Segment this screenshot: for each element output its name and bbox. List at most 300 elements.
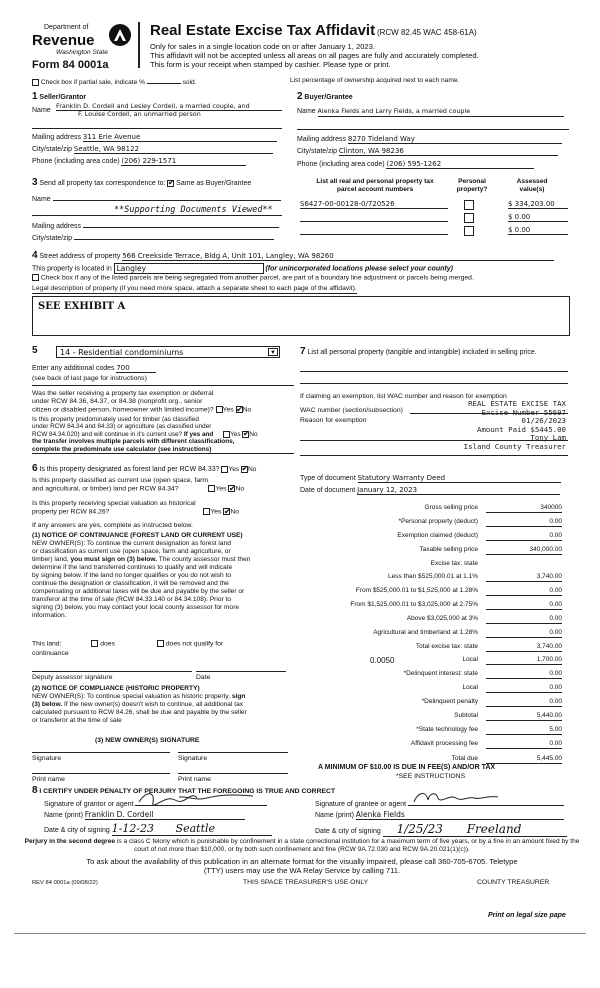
section3-name-row <box>32 194 282 204</box>
form-number: Form 84 0001a <box>32 59 109 71</box>
notice-compliance-line: If the new owner(s) doesn't wish to continue, all additional tax <box>64 701 244 709</box>
new-owner-signature-title: (3) NEW OWNER(S) SIGNATURE <box>95 737 200 744</box>
timber-question-c: RCW 84.34.020) and will continue in it's current use? <box>32 430 183 438</box>
buyer-heading-label: Buyer/Grantee <box>304 94 353 101</box>
tier-3-row <box>300 601 562 611</box>
new-owner-print-line-1[interactable] <box>32 768 170 774</box>
affidavit-fee-field[interactable]: 0.00 <box>486 740 562 749</box>
street-address-field[interactable]: 566 Creekside Terrace, Bldg A, Unit 101, Langley, WA 98260 <box>122 252 554 261</box>
section5-divider <box>32 385 294 386</box>
assessed-value-field[interactable]: $ 0.00 <box>508 213 568 222</box>
stamp-line: REAL ESTATE EXCISE TAX <box>468 399 566 408</box>
dropdown-arrow-icon[interactable]: ▼ <box>268 348 278 356</box>
exemption-question-a: Was the seller receiving a property tax exemption or deferral <box>32 390 214 397</box>
exemption-no-checkbox[interactable] <box>236 406 243 413</box>
new-owner-signature-line-2[interactable] <box>178 747 288 753</box>
does-label: does <box>100 640 115 648</box>
personal-property-checkbox[interactable] <box>464 200 474 210</box>
print-name-label-1: Print name <box>32 776 65 783</box>
parcel-number-field[interactable] <box>300 213 448 222</box>
historic-no-checkbox[interactable] <box>223 508 230 515</box>
stamp-line: 01/26/2023 <box>521 416 566 426</box>
section3-name-label: Name <box>32 196 51 203</box>
same-as-buyer-checkbox[interactable] <box>167 180 174 187</box>
grantor-signature-mark <box>135 788 267 806</box>
historic-yes-checkbox[interactable] <box>203 508 210 515</box>
use-code-select[interactable] <box>56 346 280 358</box>
section3-city-label: City/state/zip <box>32 235 73 242</box>
does-qualify-checkbox[interactable] <box>91 640 98 647</box>
section4-heading-no: 4 <box>32 250 38 261</box>
calc-label: *Delinquent interest: state <box>403 670 478 677</box>
stamp-line: Amount Paid $5445.00 <box>477 424 566 434</box>
seller-name-label: Name <box>32 107 51 114</box>
grantor-date-value: 1-12-23 <box>111 822 155 835</box>
notice-continuance-line: timber) land, <box>32 556 69 564</box>
taxable-selling-price-row <box>300 546 562 556</box>
tier-4-field[interactable]: 0.00 <box>486 615 562 624</box>
calc-label: Taxable selling price <box>419 546 478 553</box>
buyer-mail-field[interactable]: 8270 Tideland Way <box>348 135 562 144</box>
yes-label: Yes <box>222 406 234 414</box>
does-not-qualify-checkbox[interactable] <box>157 640 164 647</box>
seller-mail-field[interactable]: 311 Erie Avenue <box>83 133 277 142</box>
current-use-question-b: and agricultural, or timber) land per RCW 84.34? <box>32 485 179 493</box>
parcels-col3-header-a: Assessed <box>516 178 548 185</box>
total-due-field[interactable]: 5,445.00 <box>486 755 562 764</box>
assessed-value-field[interactable]: $ 334,203.00 <box>508 200 568 209</box>
timber-question <box>32 416 294 454</box>
additional-codes-field[interactable]: 700 <box>116 364 156 373</box>
calc-label: Excise tax: state <box>430 560 478 567</box>
taxable-selling-price-field[interactable]: 340,000.00 <box>486 546 562 555</box>
forest-no-checkbox[interactable] <box>241 466 248 473</box>
personal-property-line-1[interactable] <box>300 371 568 372</box>
excise-receipt-stamp <box>420 400 566 451</box>
subtotal-row <box>300 712 562 722</box>
street-address-row <box>32 250 572 262</box>
notice-continuance-line: compensating or additional taxes will be due and payable by the seller or <box>32 588 245 596</box>
seller-mail-row <box>32 133 282 142</box>
notice-continuance-line: determine if the land transferred continues to qualify and will indicate <box>32 564 233 572</box>
grantor-name-row <box>44 810 294 820</box>
calc-label: Local <box>462 684 478 691</box>
delinquent-interest-state-row <box>300 670 562 680</box>
tier-4-row <box>300 615 562 625</box>
deputy-signature-line[interactable] <box>32 664 192 672</box>
partial-sale-percent-field[interactable] <box>147 77 181 84</box>
parcel-row <box>300 200 568 212</box>
revenue-emblem-icon <box>108 23 132 47</box>
perjury-notice <box>22 838 582 853</box>
parcels-col1-header <box>300 178 450 194</box>
seller-phone-label: Phone (including area code) <box>32 158 120 165</box>
forest-land-question-text: Is this property designated as forest land per RCW 84.33? <box>39 466 220 473</box>
historic-question <box>32 500 294 517</box>
continuance-label: continuance <box>32 650 69 657</box>
deputy-date-label: Date <box>196 674 211 681</box>
personal-property-deduct-row <box>300 518 562 528</box>
seller-city-row <box>32 145 282 154</box>
buyer-blank-line <box>297 129 569 130</box>
revenue-text: Revenue <box>32 32 95 49</box>
new-owner-signature-line-1[interactable] <box>32 747 170 753</box>
section3-name-field[interactable] <box>53 194 281 201</box>
calc-label: From $525,000.01 to $1,525,000 at 1.28% <box>355 587 478 594</box>
stamp-line: Excise Number 55697 <box>481 407 566 417</box>
see-instructions-note: *SEE INSTRUCTIONS <box>396 773 466 780</box>
historic-question-b: property per RCW 84.26? <box>32 508 110 516</box>
local-tax-field[interactable]: 1,700.00 <box>486 656 562 665</box>
header-line-2: This affidavit will not be accepted unless all areas on all pages are fully and accurately completed. <box>150 51 479 61</box>
parcel-row <box>300 226 568 238</box>
exemption-yes-checkbox[interactable] <box>216 406 223 413</box>
deputy-signature-label: Deputy assessor signature <box>32 674 113 681</box>
doc-type-row <box>300 474 570 483</box>
buyer-mail-label: Mailing address <box>297 136 347 143</box>
grantee-name-row <box>315 810 575 820</box>
parcels-col3-header-b: value(s) <box>519 185 545 193</box>
section7-heading <box>300 346 570 358</box>
grantor-signature-field[interactable] <box>135 796 267 806</box>
seller-heading-label: Seller/Grantor <box>39 94 87 101</box>
use-code-value: 14 - Residential condominiums <box>60 348 184 357</box>
grantor-date-field[interactable] <box>112 822 272 836</box>
technology-fee-field[interactable]: 5.00 <box>486 726 562 735</box>
doc-type-field[interactable]: Statutory Warranty Deed <box>358 474 561 483</box>
personal-property-checkbox[interactable] <box>464 226 474 236</box>
exemption-question-c-row <box>32 406 294 414</box>
stamp-line: Tony Lam <box>530 433 566 443</box>
grantee-date-value: 1/25/23 <box>396 822 443 836</box>
buyer-phone-field[interactable]: (206) 595-1262 <box>386 160 534 169</box>
timber-question-a: Is this property predominately used for timber (as classified <box>32 416 199 423</box>
buyer-heading <box>297 91 353 103</box>
current-use-question-a: Is this property classified as current use (open space, farm <box>32 477 209 484</box>
notice-continuance-line: NEW OWNER(S): To continue the current designation as forest land <box>32 540 231 548</box>
grantor-signature-row <box>44 796 294 809</box>
grantor-name-field[interactable]: Franklin D. Cordell <box>85 810 245 820</box>
section5-heading-no: 5 <box>32 345 38 356</box>
notice-continuance-line: The county assessor must then <box>158 556 251 564</box>
calc-label: Subtotal <box>454 712 478 719</box>
form-title: Real Estate Excise Tax Affidavit <box>150 22 376 39</box>
tier-1-field[interactable]: 3,740.00 <box>486 573 562 582</box>
supporting-documents-viewed: **Supporting Documents Viewed** <box>114 205 273 215</box>
dept-of-text: Department of <box>44 24 89 31</box>
form-rcw: (RCW 82.45 WAC 458-61A) <box>376 28 477 37</box>
parcels-col2-header-b: property? <box>456 185 488 193</box>
yes-label: Yes <box>228 466 240 473</box>
accessibility-notice <box>22 857 582 875</box>
timber-question-d: If yes and <box>183 430 214 438</box>
gross-selling-price-row <box>300 504 562 514</box>
grantee-date-label: Date & city of signing <box>315 828 381 835</box>
section3-supporting-line <box>32 205 282 216</box>
subtotal-field[interactable]: 5,440.00 <box>486 712 562 721</box>
print-legal-size-note: Print on legal size pape <box>488 912 566 919</box>
exemption-deduct-row <box>300 532 562 542</box>
section7-heading-label: List all personal property (tangible and intangible) included in selling price. <box>307 349 537 356</box>
see-back-note: (see back of last page for instructions) <box>32 375 147 382</box>
notice-continuance-title: (1) NOTICE OF CONTINUANCE (FOREST LAND OR CURRENT USE) <box>32 532 243 539</box>
buyer-name-label: Name <box>297 108 316 115</box>
buyer-city-row <box>297 147 569 156</box>
parcel-row <box>300 213 568 225</box>
yes-label: Yes <box>210 508 222 516</box>
section3-city-field[interactable] <box>74 233 274 240</box>
section8-heading-no: 8 <box>32 785 38 796</box>
section3-mail-row <box>32 221 282 231</box>
notice-continuance-line: transferor at the time of sale (RCW 84.33.140 or 84.34.108). Prior to <box>32 596 232 604</box>
agricultural-field[interactable]: 0.00 <box>486 629 562 638</box>
seller-phone-row <box>32 157 282 166</box>
does-not-qualify-label: does not qualify for <box>165 640 224 648</box>
calc-label: Gross selling price <box>424 504 478 511</box>
seller-phone-field[interactable]: (206) 229-1571 <box>121 157 246 166</box>
parcel-number-field[interactable]: S6427-00-00128-0/720526 <box>300 200 448 209</box>
header-line-1: Only for sales in a single location code on or after January 1, 2023. <box>150 42 375 51</box>
delinquent-penalty-field[interactable]: 0.00 <box>486 698 562 707</box>
notice-continuance-line: continue the designation or classification, it will be removed and the <box>32 580 229 588</box>
no-label: No <box>235 485 245 493</box>
forest-yes-checkbox[interactable] <box>221 466 228 473</box>
timber-question-e: the transfer involves multiple parcels with different classifications, <box>32 438 235 446</box>
section3-heading-no: 3 <box>32 177 38 188</box>
notice-compliance-bold: (3) below. <box>32 701 63 709</box>
seller-name-line-2: F. Louise Cordell, an unmarried person <box>78 110 201 119</box>
calc-label: *State technology fee <box>416 726 478 733</box>
calc-label: Above $3,025,000 at 3% <box>406 615 478 622</box>
section3-mail-label: Mailing address <box>32 223 82 230</box>
notice-continuance-line: by signing below. If the land no longer qualifies or you do not wish to <box>32 572 232 580</box>
calc-label: *Delinquent penalty <box>421 698 478 705</box>
grantor-date-label: Date & city of signing <box>44 827 110 834</box>
parcels-col1-header-a: List all real and personal property tax <box>316 178 434 185</box>
section7-heading-no: 7 <box>300 346 306 357</box>
same-as-buyer-label: Same as Buyer/Grantee <box>176 180 252 187</box>
located-in-row <box>32 263 572 274</box>
grantee-signature-field[interactable] <box>408 796 564 806</box>
doc-date-field[interactable]: January 12, 2023 <box>357 486 560 495</box>
accessibility-line-1: To ask about the availability of this publication in an alternate format for the visually impaired, please call 360-705-6705. Teletype <box>86 857 518 866</box>
parcels-col2-header <box>450 178 494 194</box>
notice-compliance-title: (2) NOTICE OF COMPLIANCE (HISTORIC PROPERTY) <box>32 685 200 692</box>
grantor-signature-label: Signature of grantor or agent <box>44 801 134 808</box>
exemption-question-c: citizen or disabled person, homeowner with limited income)? <box>32 406 214 414</box>
no-label: No <box>242 406 252 414</box>
certify-text: I CERTIFY UNDER PENALTY OF PERJURY THAT THE FOREGOING IS TRUE AND CORRECT <box>39 788 336 795</box>
exemption-claim-label: If claiming an exemption, list WAC number and reason for exemption <box>300 393 507 400</box>
perjury-text: is a class C felony which is punishable by confinement in a state correctional institution for a maximum term of five years, or by a fine in an amount fixed by the court of not more than $10,000, or by both such confinement and fine (RCW 9A.72.030 and RCW 9A.20.021(1)(c)). <box>115 838 580 853</box>
grantee-signature-row <box>315 796 575 809</box>
located-in-select[interactable]: Langley <box>114 263 264 274</box>
exemption-reason-line-2[interactable] <box>300 455 568 456</box>
doc-date-label: Date of document <box>300 487 356 494</box>
county-treasurer-label: COUNTY TREASURER <box>477 879 550 886</box>
grantee-signature-mark <box>408 788 564 806</box>
parcels-col1-header-b: parcel account numbers <box>336 185 414 193</box>
new-owner-print-line-2[interactable] <box>178 768 288 774</box>
exemption-deduct-field[interactable]: 0.00 <box>486 532 562 541</box>
timber-yes-checkbox[interactable] <box>223 431 230 438</box>
signature-label-1: Signature <box>32 755 62 762</box>
section3-heading <box>32 177 251 189</box>
buyer-phone-row <box>297 160 569 169</box>
this-land-label: This land: <box>32 640 62 648</box>
stamp-line: Island County Treasurer <box>463 441 566 451</box>
signature-label-2: Signature <box>178 755 208 762</box>
parcels-col3-header <box>496 178 568 194</box>
notice-compliance-line: NEW OWNER(S): To continue special valuation as historic property, <box>32 693 231 701</box>
street-address-label: Street address of property <box>39 253 121 260</box>
notice-continuance-line: signing (3) below, you may contact your local county assessor for more <box>32 604 240 612</box>
perjury-bold: Perjury in the second degree <box>24 838 116 845</box>
buyer-city-field[interactable]: Clinton, WA 98236 <box>339 147 558 156</box>
timber-question-b: under RCW 84.34 and 84.33) or agriculture (as classified under <box>32 423 212 431</box>
buyer-city-label: City/state/zip <box>297 148 338 155</box>
accessibility-line-2: (TTY) users may use the WA Relay Service by calling 711. <box>203 866 401 876</box>
agricultural-row <box>300 629 562 639</box>
grantee-city-value: Freeland <box>466 822 522 836</box>
partial-sale-sold-label: sold. <box>182 79 197 86</box>
affidavit-fee-row <box>300 740 562 750</box>
additional-codes-label: Enter any additional codes <box>32 365 115 372</box>
seller-name-line-1: Franklin D. Cordell and Lesley Cordell, a married couple, and <box>56 103 282 111</box>
delinquent-interest-state-field[interactable]: 0.00 <box>486 670 562 679</box>
section3-mail-field[interactable] <box>83 221 279 228</box>
grantee-date-row <box>315 822 577 837</box>
timber-question-c-row <box>32 431 294 439</box>
exemption-question <box>32 390 294 415</box>
revision-number: REV 84 0001a (09/08/22) <box>32 880 98 886</box>
calc-label: Total excise tax: state <box>415 643 478 650</box>
washington-state-text: Washington State <box>56 49 108 56</box>
grantee-name-field[interactable]: Alenka Fields <box>356 810 564 820</box>
segregated-label: Check box if any of the listed parcels are being segregated from another parcel, are part of a boundary line adjustment or parcels being merged. <box>40 274 474 282</box>
timber-no-checkbox[interactable] <box>242 431 249 438</box>
seller-heading-no: 1 <box>32 91 38 102</box>
no-label: No <box>230 508 240 516</box>
notice-compliance-line: calculated pursuant to RCW 84.26, shall be due and payable by the seller <box>32 709 247 717</box>
located-in-note: (for unincorporated locations please select your county) <box>265 265 453 273</box>
header-divider <box>138 22 140 68</box>
total-state-row <box>300 643 562 653</box>
exemption-reason-label: Reason for exemption <box>300 417 367 424</box>
notice-continuance-line: information. <box>32 612 67 620</box>
tier-2-field[interactable]: 0.00 <box>486 587 562 596</box>
forest-land-question <box>32 463 294 475</box>
calc-label: *Personal property (deduct) <box>398 518 478 525</box>
bottom-rule <box>14 933 586 934</box>
calc-label: Total due <box>451 755 478 762</box>
additional-codes-row <box>32 364 156 373</box>
seller-city-field[interactable]: Seattle, WA 98122 <box>74 145 273 154</box>
calc-label: Affidavit processing fee <box>410 740 478 747</box>
form-title-block <box>150 22 570 69</box>
partial-sale-checkbox[interactable] <box>32 79 39 86</box>
assessed-value-field[interactable]: $ 0.00 <box>508 226 568 235</box>
personal-property-line-2[interactable] <box>300 383 568 384</box>
parcels-col2-header-a: Personal <box>458 178 486 185</box>
if-any-yes-note: If any answers are yes, complete as instructed below. <box>32 522 193 529</box>
grantor-city-value: Seattle <box>175 822 216 835</box>
buyer-name-field[interactable]: Alenka Fields and Larry Fields, a married couple <box>318 108 564 117</box>
grantee-signature-label: Signature of grantee or agent <box>315 801 407 808</box>
tier-2-row <box>300 587 562 597</box>
notice-compliance-bold: sign <box>231 693 246 701</box>
current-use-yes-checkbox[interactable] <box>208 485 215 492</box>
legal-description-box[interactable] <box>32 296 570 336</box>
print-name-label-2: Print name <box>178 776 211 783</box>
historic-question-a: Is this property receiving special valuation as historical <box>32 500 196 507</box>
total-state-field[interactable]: 3,740.00 <box>486 643 562 652</box>
current-use-no-checkbox[interactable] <box>228 485 235 492</box>
personal-property-deduct-field[interactable]: 0.00 <box>486 518 562 527</box>
calc-label: Local <box>462 656 478 663</box>
this-land-row <box>32 640 294 648</box>
grantor-name-label: Name (print) <box>44 812 83 819</box>
buyer-heading-no: 2 <box>297 91 303 102</box>
located-in-label: This property is located in <box>32 265 112 273</box>
segregated-row <box>32 274 577 282</box>
notice-compliance <box>32 685 294 725</box>
calc-label: Exemption claimed (deduct) <box>397 532 478 539</box>
delinquent-interest-local-row <box>300 684 562 694</box>
buyer-mail-row <box>297 135 569 144</box>
notice-continuance-bold: you must sign on (3) below. <box>70 556 158 564</box>
header-line-3: This form is your receipt when stamped by cashier. Please type or print. <box>150 60 391 70</box>
seller-name-field[interactable] <box>56 103 282 119</box>
notice-compliance-line: or transferor at the time of sale <box>32 717 122 725</box>
delinquent-penalty-row <box>300 698 562 708</box>
calc-label: Less than $525,000.01 at 1.1% <box>388 573 478 580</box>
parcel-number-field[interactable] <box>300 226 448 235</box>
calc-label: Agricultural and timberland at 1.28% <box>373 629 478 636</box>
wac-number-label: WAC number (section/subsection) <box>300 407 403 414</box>
yes-label: Yes <box>215 485 227 493</box>
segregated-checkbox[interactable] <box>32 274 39 281</box>
section3-city-row <box>32 233 282 243</box>
tier-1-row <box>300 573 562 583</box>
yes-label: Yes <box>230 430 241 438</box>
calc-label: From $1,525,000.01 to $3,025,000 at 2.75% <box>350 601 478 608</box>
gross-selling-price-field[interactable]: 340000 <box>486 504 562 513</box>
seller-mail-label: Mailing address <box>32 134 82 141</box>
notice-continuance-line: or classification as current use (open space, farm and agriculture, or <box>32 548 231 556</box>
technology-fee-row <box>300 726 562 736</box>
no-label: No <box>249 430 258 438</box>
list-percentage-note: List percentage of ownership acquired next to each name. <box>290 77 460 84</box>
buyer-phone-label: Phone (including area code) <box>297 161 385 168</box>
personal-property-checkbox[interactable] <box>464 213 474 223</box>
current-use-question <box>32 477 294 494</box>
section3-heading-label: Send all property tax correspondence to: <box>39 180 166 187</box>
local-tax-row <box>300 656 562 666</box>
tier-3-field[interactable]: 0.00 <box>486 601 562 610</box>
delinquent-interest-local-field[interactable]: 0.00 <box>486 684 562 693</box>
exemption-question-b: under RCW 84.36, 84.37, or 84.38 (nonprofit org., senior <box>32 398 203 406</box>
legal-description-text: SEE EXHIBIT A <box>38 301 126 312</box>
no-label: No <box>248 466 257 473</box>
doc-type-label: Type of document <box>300 475 356 482</box>
timber-question-f: complete the predominate use calculator (see instructions) <box>32 446 294 454</box>
grantor-date-row <box>44 822 294 836</box>
deputy-date-line[interactable] <box>196 664 286 672</box>
treasurer-use-label: THIS SPACE TREASURER'S USE ONLY <box>243 879 369 886</box>
grantee-date-field[interactable] <box>383 822 567 837</box>
section6-heading-no: 6 <box>32 463 38 474</box>
